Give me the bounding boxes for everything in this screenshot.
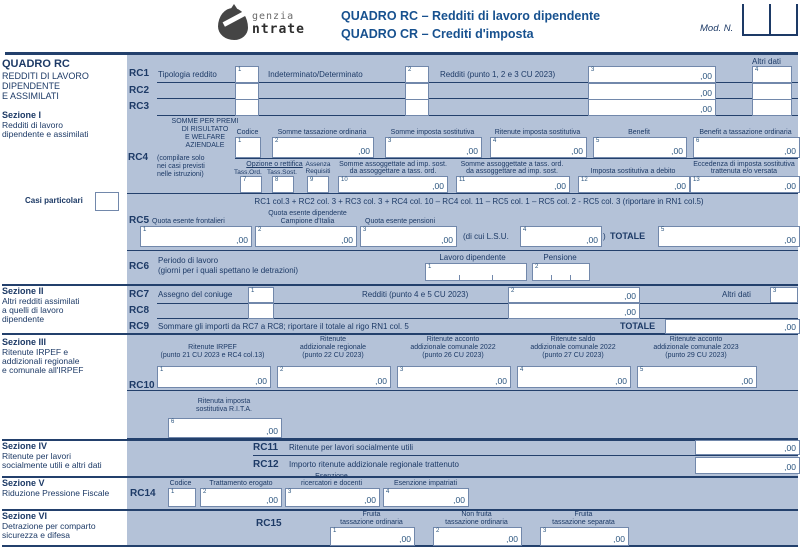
rc4-ritenute-imp-sost-label: Ritenute imposta sostitutiva	[494, 129, 581, 136]
rc4-field-benefit[interactable]	[593, 137, 687, 158]
cents-placeholder: ,00	[784, 322, 796, 332]
rc7-field-redditi[interactable]	[508, 287, 640, 303]
field-index: 5	[640, 367, 644, 373]
row-id-rc2: RC2	[129, 85, 150, 96]
cents-placeholder: ,00	[784, 462, 796, 472]
rc4-field-col11[interactable]	[456, 176, 570, 193]
field-index: 2	[535, 264, 539, 270]
sidebar-sezione2-title: Sezione II	[2, 286, 44, 296]
field-index: 13	[693, 177, 700, 183]
rc5-pensioni-label: Quota esente pensioni	[365, 218, 436, 225]
rc3-field-indeterminato[interactable]	[405, 99, 429, 116]
row-id-rc12: RC12	[253, 459, 279, 470]
sidebar-sezione6-title: Sezione VI	[2, 511, 48, 521]
sidebar-sezione1-title: Sezione I	[2, 110, 42, 120]
rc10-h3-label2: addizionale comunale 2022	[410, 344, 496, 351]
rc11-label: Ritenute per lavori socialmente utili	[289, 443, 414, 452]
field-index: 8	[275, 177, 279, 183]
rc4-col11-label2: da assoggettare ad imp. sost.	[466, 168, 558, 175]
rc4-note-line: (compilare solo	[157, 155, 205, 162]
logo-text-entrate: ntrate	[252, 22, 305, 37]
rc14-field-esenzione-ricercatori[interactable]	[285, 488, 380, 507]
field-index: 6	[696, 138, 700, 144]
rc9-totale-label: TOTALE	[620, 321, 656, 331]
rc10-field-rita[interactable]	[168, 418, 282, 438]
divider	[127, 438, 798, 439]
rc14-esenzione-impatriati-label: Esenzione impatriati	[393, 480, 458, 487]
rc5-campione-label2: Campione d'Italia	[280, 218, 335, 225]
rc10-h1-label2: (punto 21 CU 2023 e RC4 col.13)	[160, 352, 265, 359]
rc7-altri-dati-label: Altri dati	[722, 290, 751, 299]
cents-placeholder: ,00	[341, 235, 353, 245]
rc7-field-assegno[interactable]	[248, 287, 274, 303]
rc15-non-fruita-label2: tassazione ordinaria	[445, 519, 508, 526]
rc15-fruita-ord-label2: tassazione ordinaria	[340, 519, 403, 526]
rc4-col10-label2: da assoggettare a tass. ord.	[349, 168, 437, 175]
rc15-field-fruita-sep[interactable]	[540, 527, 629, 546]
field-index: 1	[238, 138, 242, 144]
rc12-field[interactable]	[695, 457, 800, 474]
field-index: 12	[581, 177, 588, 183]
row-id-rc15: RC15	[256, 518, 282, 529]
field-index: 2	[275, 138, 279, 144]
divider	[2, 439, 798, 441]
cents-placeholder: ,00	[236, 235, 248, 245]
cents-placeholder: ,00	[624, 291, 636, 301]
divider	[253, 455, 798, 456]
rc10-rita-label: Ritenuta imposta	[197, 398, 251, 405]
field-index: 2	[258, 227, 262, 233]
rc14-field-codice[interactable]	[168, 488, 196, 507]
row-id-rc9: RC9	[129, 321, 150, 332]
agenzia-entrate-logo	[218, 8, 248, 40]
sidebar-sezione6-text: Detrazione per comparto	[2, 521, 96, 531]
rc4-field-assenza-requisiti[interactable]	[307, 176, 329, 193]
altri-dati-label: Altri dati	[752, 57, 781, 66]
field-index: 6	[171, 419, 175, 425]
rc5-field-pensioni[interactable]	[360, 226, 457, 247]
header-title-rc-desc: – Redditi di lavoro dipendente	[421, 9, 601, 23]
field-index: 5	[596, 138, 600, 144]
rc10-h2-label3: (punto 22 CU 2023)	[302, 352, 364, 359]
rc6-field-giorni-pensione[interactable]	[532, 263, 590, 281]
rc4-tass-sost-label: Tass.Sost.	[267, 169, 297, 176]
rc6-field-giorni-lavoro[interactable]	[425, 263, 527, 281]
mod-n-label: Mod. N.	[700, 23, 734, 34]
field-index: 3	[363, 227, 367, 233]
cents-placeholder: ,00	[255, 376, 267, 386]
rc4-field-somme-tass-ord[interactable]	[272, 137, 374, 158]
sidebar-sezione1-text: dipendente e assimilati	[2, 129, 89, 139]
mod-n-field[interactable]	[742, 4, 798, 36]
row-id-rc14: RC14	[130, 488, 156, 499]
rc10-h5-label3: (punto 29 CU 2023)	[665, 352, 727, 359]
digit-tick	[570, 275, 571, 280]
rc4-benefit-tass-ord-label: Benefit a tassazione ordinaria	[699, 129, 792, 136]
field-index: 3	[400, 367, 404, 373]
rc5-campione-label: Quota esente dipendente	[268, 210, 347, 217]
field-index: 1	[333, 528, 337, 534]
header-title-cr-code: QUADRO CR	[341, 27, 419, 41]
rc2-field-redditi[interactable]	[588, 83, 716, 100]
rc10-field-acconto-comunale[interactable]	[397, 366, 511, 388]
rc4-field-ritenute-imp-sost[interactable]	[490, 137, 587, 158]
sidebar-sezione1-text: Redditi di lavoro	[2, 120, 63, 130]
cents-placeholder: ,00	[784, 181, 796, 191]
sidebar-sezione5-title: Sezione V	[2, 478, 45, 488]
cents-placeholder: ,00	[624, 307, 636, 317]
row-id-rc10: RC10	[129, 380, 155, 391]
sidebar-sezione2-text: Altri redditi assimilati	[2, 296, 80, 306]
divider	[2, 476, 798, 478]
divider	[127, 193, 798, 194]
sidebar-sezione3-text: Ritenute IRPEF e	[2, 347, 69, 357]
field-index: 11	[459, 177, 466, 183]
rc9-field-totale[interactable]	[665, 319, 800, 334]
rc10-h4-label2: addizionale comunale 2022	[530, 344, 616, 351]
rc10-h3-label: Ritenute acconto	[426, 336, 480, 343]
rc14-esenzione-ricercatori-label2: ricercatori e docenti	[300, 480, 363, 487]
digit-tick	[551, 275, 552, 280]
field-index: 3	[288, 489, 292, 495]
field-index: 1	[171, 489, 175, 495]
row-id-rc1: RC1	[129, 68, 150, 79]
rc15-non-fruita-label: Non fruita	[461, 511, 492, 518]
cents-placeholder: ,00	[613, 534, 625, 544]
sidebar-sezione2-text: dipendente	[2, 314, 45, 324]
cents-placeholder: ,00	[700, 88, 712, 98]
cents-placeholder: ,00	[784, 443, 796, 453]
rc10-h2-label: Ritenute	[319, 336, 347, 343]
rc10-field-acconto-comunale-succ[interactable]	[637, 366, 757, 388]
rc5-lsu-label: (di cui L.S.U.	[463, 232, 509, 241]
sidebar-sezione3-text: addizionali regionale	[2, 356, 80, 366]
cents-placeholder: ,00	[266, 426, 278, 436]
sidebar-sezione3-title: Sezione III	[2, 337, 47, 347]
field-index: 4	[523, 227, 527, 233]
field-index: 3	[388, 138, 392, 144]
field-index: 9	[310, 177, 314, 183]
header-title-cr	[341, 27, 534, 41]
rc10-h5-label: Ritenute acconto	[669, 336, 723, 343]
field-index: 1	[160, 367, 164, 373]
sidebar-quadro-sub: REDDITI DI LAVORO	[2, 71, 89, 81]
rc4-title-line: DI RISULTATO	[181, 126, 229, 133]
rc4-field-tass-sost[interactable]	[272, 176, 294, 193]
rc4-imposta-debito-label: Imposta sostitutiva a debito	[590, 168, 676, 175]
rc15-field-fruita-ord[interactable]	[330, 527, 415, 546]
rc6-lavoro-dipendente-label: Lavoro dipendente	[439, 253, 506, 262]
rc10-h1-label: Ritenute IRPEF	[188, 344, 237, 351]
row-id-rc7: RC7	[129, 289, 150, 300]
rc5-frontalieri-label: Quota esente frontalieri	[152, 218, 225, 225]
cents-placeholder: ,00	[784, 146, 796, 156]
field-index: 4	[493, 138, 497, 144]
rc4-eccedenza-label2: trattenuta e/o versata	[710, 168, 778, 175]
cents-placeholder: ,00	[364, 495, 376, 505]
rc1-field-tipologia[interactable]	[235, 66, 259, 83]
cents-placeholder: ,00	[506, 534, 518, 544]
rc5-paren: )	[603, 232, 606, 241]
rc4-field-eccedenza[interactable]	[690, 176, 800, 193]
rc10-rita-label2: sostitutiva R.I.T.A.	[195, 406, 253, 413]
rc8-field-redditi[interactable]	[508, 303, 640, 319]
rc10-h4-label: Ritenute saldo	[550, 336, 596, 343]
rc4-title-line: AZIENDALE	[185, 142, 225, 149]
cents-placeholder: ,00	[399, 534, 411, 544]
field-index: 1	[143, 227, 147, 233]
rc10-field-add-regionale[interactable]	[277, 366, 391, 388]
rc4-assenza-label: Assenza	[305, 161, 331, 168]
rc4-field-somme-imp-sost[interactable]	[385, 137, 482, 158]
field-index: 2	[203, 489, 207, 495]
rc10-field-ritenute-irpef[interactable]	[157, 366, 271, 388]
field-index: 2	[408, 67, 412, 73]
rc4-col11-label: Somme assoggettate a tass. ord.	[460, 161, 564, 168]
rc10-h4-label3: (punto 27 CU 2023)	[542, 352, 604, 359]
cents-placeholder: ,00	[495, 376, 507, 386]
field-index: 1	[428, 264, 432, 270]
rc8-field-assegno[interactable]	[248, 303, 274, 319]
rc4-eccedenza-label: Eccedenza di imposta sostitutiva	[693, 161, 795, 168]
field-index: 4	[520, 367, 524, 373]
header-title-rc	[341, 9, 600, 23]
cents-placeholder: ,00	[586, 235, 598, 245]
rc10-h3-label3: (punto 26 CU 2023)	[422, 352, 484, 359]
rc6-pensione-label: Pensione	[543, 253, 577, 262]
sidebar-sezione4-title: Sezione IV	[2, 441, 48, 451]
sidebar-quadro-sub: E ASSIMILATI	[2, 91, 59, 101]
rc4-benefit-label: Benefit	[628, 129, 650, 136]
sidebar-sezione5-text: Riduzione Pressione Fiscale	[2, 488, 110, 498]
header-title-rc-code: QUADRO RC	[341, 9, 419, 23]
sidebar-quadro-sub: DIPENDENTE	[2, 81, 61, 91]
digit-tick	[492, 275, 493, 280]
rc2-field-indeterminato[interactable]	[405, 83, 429, 100]
row-id-rc6: RC6	[129, 261, 150, 272]
rc4-somme-imp-sost-label: Somme imposta sostitutiva	[390, 129, 475, 136]
cents-placeholder: ,00	[358, 146, 370, 156]
rc15-fruita-sep-label2: tassazione separata	[552, 519, 615, 526]
row-id-rc4: RC4	[128, 152, 149, 163]
row-id-rc3: RC3	[129, 101, 150, 112]
rc14-trattamento-label: Trattamento erogato	[209, 480, 273, 487]
row-id-rc11: RC11	[253, 442, 279, 453]
field-index: 3	[773, 288, 777, 294]
sidebar-sezione6-text: sicurezza e difesa	[2, 530, 71, 540]
sidebar-quadro-title: QUADRO RC	[2, 58, 70, 70]
rc1-tipologia-label: Tipologia reddito	[158, 70, 217, 79]
sidebar-sezione3-text: e comunale all'IRPEF	[2, 365, 84, 375]
rc15-fruita-sep-label: Fruita	[574, 511, 593, 518]
rc1-redditi-label: Redditi (punto 1, 2 e 3 CU 2023)	[440, 70, 556, 79]
divider	[2, 284, 798, 286]
rc4-note-line: nelle istruzioni)	[157, 171, 204, 178]
cents-placeholder: ,00	[700, 104, 712, 114]
rc14-field-esenzione-impatriati[interactable]	[383, 488, 469, 507]
rc11-field[interactable]	[695, 440, 800, 455]
cents-placeholder: ,00	[453, 495, 465, 505]
field-index: 2	[511, 288, 515, 294]
casi-particolari-field[interactable]	[95, 192, 119, 211]
sidebar-sezione2-text: a quelli di lavoro	[2, 305, 64, 315]
rc3-field-redditi[interactable]	[588, 99, 716, 116]
cents-placeholder: ,00	[441, 235, 453, 245]
header-title-cr-desc: – Crediti d'imposta	[421, 27, 534, 41]
rc10-h2-label2: addizionale regionale	[299, 344, 367, 351]
rc5-field-frontalieri[interactable]	[140, 226, 252, 247]
rc7-redditi-label: Redditi (punto 4 e 5 CU 2023)	[362, 290, 469, 299]
rc4-tass-ord-label: Tass.Ord.	[234, 169, 262, 176]
field-index: 2	[280, 367, 284, 373]
rc3-field-altri-dati[interactable]	[752, 99, 792, 116]
rc4-somme-tass-ord-label: Somme tassazione ordinaria	[277, 129, 367, 136]
rc4-opzione-label: Opzione o rettifica	[246, 161, 303, 168]
divider	[127, 390, 798, 391]
rc14-codice-label: Codice	[169, 480, 192, 487]
rc5-field-lsu[interactable]	[520, 226, 602, 247]
digit-tick	[459, 275, 460, 280]
rc4-field-imposta-debito[interactable]	[578, 176, 690, 193]
divider	[235, 158, 798, 159]
cents-placeholder: ,00	[784, 235, 796, 245]
mod-n-field-divider	[769, 4, 771, 34]
rc10-field-saldo-comunale[interactable]	[517, 366, 631, 388]
casi-particolari-label: Casi particolari	[25, 196, 83, 205]
cents-placeholder: ,00	[671, 146, 683, 156]
rc4-field-codice[interactable]	[235, 137, 261, 158]
cents-placeholder: ,00	[741, 376, 753, 386]
rc2-field-altri-dati[interactable]	[752, 83, 792, 100]
cents-placeholder: ,00	[466, 146, 478, 156]
field-index: 5	[661, 227, 665, 233]
sidebar-sezione4-text: socialmente utili e altri dati	[2, 460, 102, 470]
rc2-field-tipologia[interactable]	[235, 83, 259, 100]
rc6-giorni-label: (giorni per i quali spettano le detrazioni)	[158, 266, 299, 275]
logo-text-agenzia: genzia	[252, 11, 295, 22]
cents-placeholder: ,00	[571, 146, 583, 156]
rc5-field-campione[interactable]	[255, 226, 357, 247]
rc12-label: Importo ritenute addizionale regionale trattenuto	[289, 460, 459, 469]
field-index: 2	[436, 528, 440, 534]
cents-placeholder: ,00	[554, 181, 566, 191]
field-index: 1	[238, 67, 242, 73]
divider	[127, 250, 798, 251]
cents-placeholder: ,00	[674, 181, 686, 191]
divider	[5, 52, 798, 55]
rc1-indeterminato-label: Indeterminato/Determinato	[268, 70, 363, 79]
rc6-periodo-label: Periodo di lavoro	[158, 256, 219, 265]
rc4-field-benefit-tass-ord[interactable]	[693, 137, 800, 158]
cents-placeholder: ,00	[615, 376, 627, 386]
rc1-field-redditi[interactable]	[588, 66, 716, 83]
field-index: 1	[251, 288, 255, 294]
rc4-codice-label: Codice	[236, 129, 259, 136]
rc1-field-indeterminato[interactable]	[405, 66, 429, 83]
rc15-field-non-fruita[interactable]	[433, 527, 522, 546]
rc4-title-line: E WELFARE	[184, 134, 226, 141]
rc4-requisiti-label: Requisiti	[305, 168, 331, 175]
rc5-field-totale[interactable]	[658, 226, 800, 247]
rc4-col10-label: Somme assoggettate ad imp. sost.	[339, 161, 447, 168]
rc15-fruita-ord-label: Fruita	[362, 511, 381, 518]
cents-placeholder: ,00	[700, 71, 712, 81]
rc4-note-line: nei casi previsti	[157, 163, 205, 170]
field-index: 4	[755, 67, 759, 73]
rc3-field-tipologia[interactable]	[235, 99, 259, 116]
rc10-h5-label2: addizionale comunale 2023	[653, 344, 739, 351]
field-index: 7	[243, 177, 247, 183]
rc7-field-altri-dati[interactable]	[770, 287, 798, 303]
rc14-field-trattamento[interactable]	[200, 488, 282, 507]
row-id-rc5: RC5	[129, 215, 150, 226]
cents-placeholder: ,00	[432, 181, 444, 191]
row-id-rc8: RC8	[129, 305, 150, 316]
rc5-totale-label: TOTALE	[610, 231, 646, 241]
sidebar-sezione4-text: Ritenute per lavori	[2, 451, 71, 461]
rc4-title-line: SOMME PER PREMI	[171, 118, 239, 125]
rc1-field-altri-dati[interactable]	[752, 66, 792, 83]
rc4-field-tass-ord[interactable]	[240, 176, 262, 193]
rc5-formula: RC1 col.3 + RC2 col. 3 + RC3 col. 3 + RC4 col. 10 – RC4 col. 11 – RC5 col. 1 – RC5 col. 2 - RC5 col. 3 (riportare in RN1 col.5)	[254, 197, 704, 206]
rc9-instruction: Sommare gli importi da RC7 a RC8; riportare il totale al rigo RN1 col. 5	[158, 322, 409, 331]
cents-placeholder: ,00	[375, 376, 387, 386]
rc14-esenzione-ricercatori-label: Esenzione	[315, 473, 348, 480]
field-index: 4	[386, 489, 390, 495]
rc4-field-col10[interactable]	[338, 176, 448, 193]
field-index: 3	[543, 528, 547, 534]
field-index: 3	[591, 67, 595, 73]
field-index: 10	[341, 177, 348, 183]
rc7-assegno-label: Assegno del coniuge	[158, 290, 233, 299]
cents-placeholder: ,00	[266, 495, 278, 505]
